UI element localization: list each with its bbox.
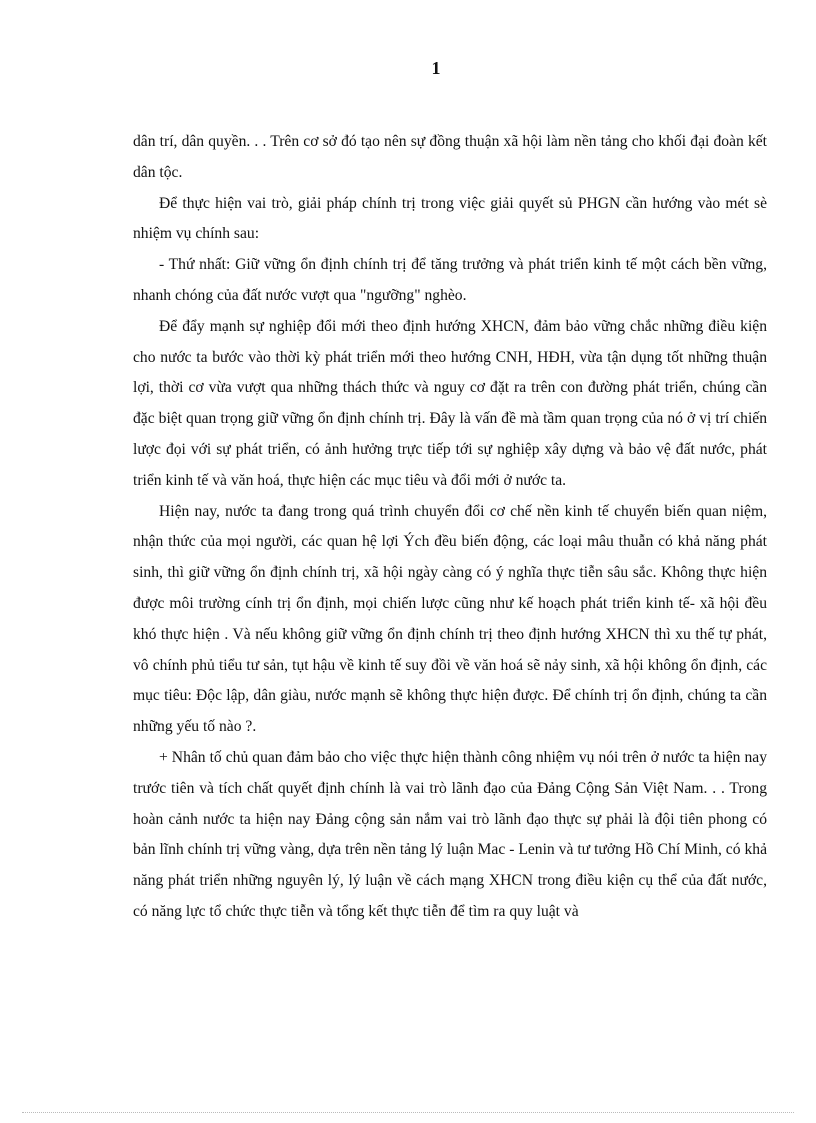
paragraph: dân trí, dân quyền. . . Trên cơ sở đó tạo nên sự đồng thuận xã hội làm nền tảng cho khối đại đoàn kết dân tộc. <box>133 133 767 181</box>
document-body <box>133 127 767 928</box>
paragraph: + Nhân tố chủ quan đảm bảo cho việc thực hiện thành công nhiệm vụ nói trên ở nước ta hiện nay trước tiên và tích chất quyết định chính là vai trò lãnh đạo của Đảng Cộng Sản Việt Nam. . . Trong hoàn cảnh nước ta hiện nay Đảng cộng sản nắm vai trò lãnh đạo thực sự phải là đội tiên phong có bản lĩnh chính trị vững vàng, dựa trên nền tảng lý luận Mac - Lenin và tư tưởng Hồ Chí Minh, có khả năng phát triển những nguyên lý, lý luận về cách mạng XHCN trong điều kiện cụ thể của đất nước, có năng lực tổ chức thực tiễn và tổng kết thực tiễn để tìm ra quy luật và <box>133 748 767 920</box>
page-number: 1 <box>431 58 441 78</box>
paragraph: Để thực hiện vai trò, giải pháp chính trị trong việc giải quyết sủ PHGN cần hướng vào mét sè nhiệm vụ chính sau: <box>133 194 767 243</box>
paragraph: Hiện nay, nước ta đang trong quá trình chuyển đổi cơ chế nền kinh tế chuyển biến quan niệm, nhận thức của mọi người, các quan hệ lợi Ých đều biến động, các loại mâu thuẫn có khả năng phát sinh, thì giữ vững ổn định chính trị, xã hội ngày càng có ý nghĩa thực tiễn sâu sắc. Không thực hiện được môi trường cính trị ổn định, mọi chiến lược cũng như kế hoạch phát triển kinh tế- xã hội đều khó thực hiện . Và nếu không giữ vững ổn định chính trị theo định hướng XHCN thì xu thế tự phát, vô chính phủ tiểu tư sản, tụt hậu về kinh tế suy đồi về văn hoá sẽ nảy sinh, xã hội không ổn định, các mục tiêu: Độc lập, dân giàu, nước mạnh sẽ không thực hiện được. Để chính trị ổn định, chúng ta cần những yếu tố nào ?. <box>133 502 767 736</box>
paragraph: Để đẩy mạnh sự nghiệp đổi mới theo định hướng XHCN, đảm bảo vững chắc những điều kiện cho nước ta bước vào thời kỳ phát triển mới theo hướng CNH, HĐH, vừa tận dụng tốt những thuận lợi, thời cơ vừa vượt qua những thách thức và nguy cơ đặt ra trên con đường phát triển, chúng cần đặc biệt quan trọng giữ vững ổn định chính trị. Đây là vấn đề mà tầm quan trọng của nó ở vị trí chiến lược đọi với sự phát triển, có ảnh hưởng trực tiếp tới sự nghiệp xây dựng và bảo vệ đất nước, phát triển kinh tế và văn hoá, thực hiện các mục tiêu và đổi mới ở nước ta. <box>133 317 767 489</box>
page-bottom-divider <box>22 1112 794 1113</box>
paragraph: - Thứ nhất: Giữ vững ổn định chính trị để tăng trưởng và phát triển kinh tế một cách bền vững, nhanh chóng của đất nước vượt qua "ngưỡng" nghèo. <box>133 256 767 304</box>
